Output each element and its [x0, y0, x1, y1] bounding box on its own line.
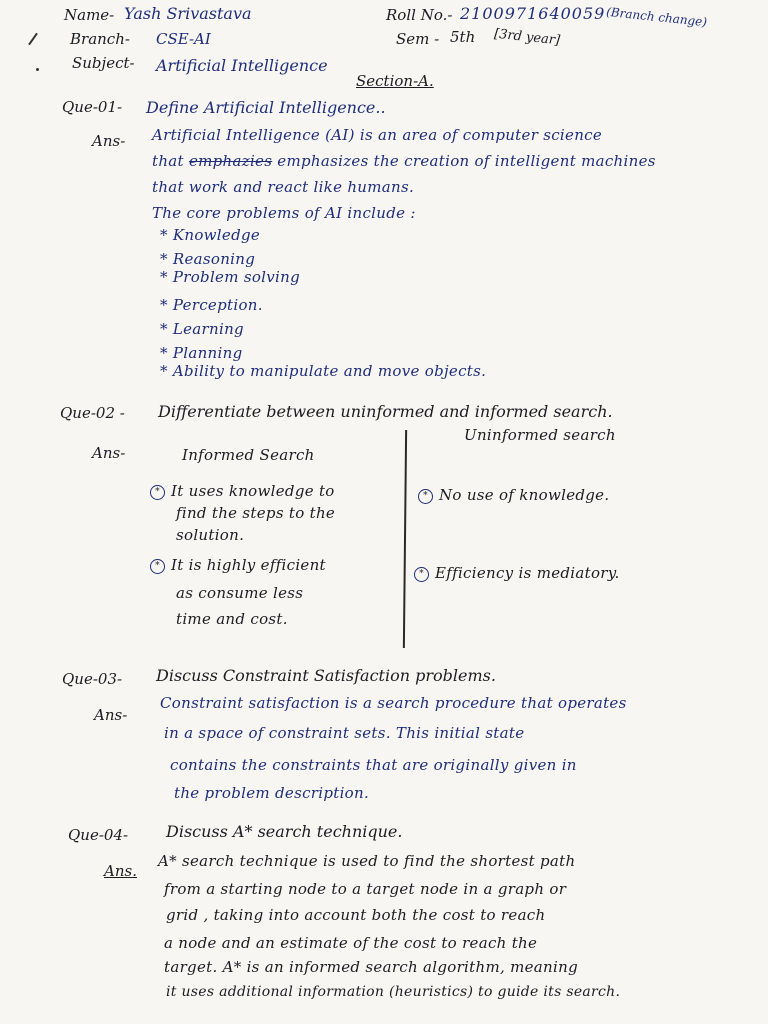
- q1-item: * Reasoning: [160, 250, 256, 268]
- roll-value: 2100971640059: [460, 4, 606, 23]
- informed-point-2-line-2: as consume less: [176, 584, 304, 602]
- q2-ans-label: Ans-: [92, 444, 126, 462]
- informed-point-1-line-2: find the steps to the: [176, 504, 336, 522]
- roll-label: Roll No.-: [386, 6, 453, 24]
- q3-label: Que-03-: [62, 670, 123, 688]
- informed-point-1: [150, 482, 335, 500]
- circled-star-icon: *: [418, 489, 433, 504]
- q4-line-2: from a starting node to a target node in a graph or: [164, 880, 567, 898]
- sem-label: Sem -: [396, 30, 440, 48]
- circled-star-icon: *: [414, 567, 429, 582]
- q1-line-3: that work and react like humans.: [152, 178, 415, 196]
- branch-value: CSE-AI: [156, 30, 211, 48]
- q3-question: Discuss Constraint Satisfaction problems.: [156, 666, 496, 685]
- sem-value: 5th: [450, 28, 476, 46]
- circled-star-icon: *: [150, 559, 165, 574]
- q1-line-2: [152, 152, 656, 170]
- q2-label: Que-02 -: [60, 404, 125, 422]
- q3-line-3: contains the constraints that are originally given in: [170, 756, 577, 774]
- margin-dot: [36, 68, 39, 71]
- q1-item: * Planning: [160, 344, 243, 362]
- margin-tick-mark: [28, 33, 38, 46]
- q1-line-4: The core problems of AI include :: [152, 204, 416, 222]
- q4-ans-label: Ans.: [104, 862, 137, 880]
- subject-value: Artificial Intelligence: [156, 56, 328, 75]
- uninformed-point-1: [418, 486, 609, 504]
- q4-line-5: target. A* is an informed search algorithm, meaning: [164, 958, 578, 976]
- q3-line-4: the problem description.: [174, 784, 370, 802]
- uninformed-point-2-text: Efficiency is mediatory.: [435, 564, 620, 582]
- q1-line-1: Artificial Intelligence (AI) is an area of computer science: [152, 126, 603, 144]
- uninformed-point-1-text: No use of knowledge.: [439, 486, 610, 504]
- q1-line-2-prefix: that: [152, 152, 184, 170]
- subject-label: Subject-: [72, 54, 135, 72]
- informed-point-2-line-1: It is highly efficient: [171, 556, 326, 574]
- q4-line-6: it uses additional information (heuristics) to guide its search.: [166, 984, 621, 1000]
- q4-line-4: a node and an estimate of the cost to reach the: [164, 934, 538, 952]
- q1-line-2-struck: emphazies: [188, 152, 273, 170]
- q4-question: Discuss A* search technique.: [166, 822, 403, 841]
- column-divider: [403, 430, 407, 648]
- q1-label: Que-01-: [62, 98, 123, 116]
- q4-line-1: A* search technique is used to find the shortest path: [158, 852, 576, 870]
- year-note: [3rd year]: [493, 26, 561, 49]
- q2-question: Differentiate between uninformed and informed search.: [158, 402, 613, 421]
- name-label: Name-: [64, 6, 115, 24]
- q1-item: * Ability to manipulate and move objects.: [160, 362, 487, 380]
- q3-line-2: in a space of constraint sets. This initial state: [164, 724, 525, 742]
- informed-heading: Informed Search: [182, 446, 315, 464]
- uninformed-heading: Uninformed search: [464, 426, 616, 444]
- q1-ans-label: Ans-: [92, 132, 126, 150]
- section-heading: Section-A.: [356, 72, 434, 90]
- q1-question: Define Artificial Intelligence..: [146, 98, 386, 117]
- q1-item: * Knowledge: [160, 226, 261, 244]
- q1-item: * Learning: [160, 320, 244, 338]
- name-value: Yash Srivastava: [124, 4, 252, 23]
- informed-point-2: [150, 556, 326, 574]
- uninformed-point-2: [414, 564, 620, 582]
- q1-item: * Perception.: [160, 296, 263, 314]
- q1-item: * Problem solving: [160, 268, 300, 286]
- q4-line-3: grid , taking into account both the cost to reach: [166, 906, 546, 924]
- q3-ans-label: Ans-: [94, 706, 128, 724]
- roll-note: (Branch change): [605, 4, 708, 30]
- circled-star-icon: *: [150, 485, 165, 500]
- informed-point-1-line-1: It uses knowledge to: [171, 482, 335, 500]
- branch-label: Branch-: [70, 30, 130, 48]
- informed-point-2-line-3: time and cost.: [176, 610, 288, 628]
- q4-label: Que-04-: [68, 826, 129, 844]
- informed-point-1-line-3: solution.: [176, 526, 245, 544]
- q3-line-1: Constraint satisfaction is a search procedure that operates: [160, 694, 627, 712]
- q1-line-2-rest: emphasizes the creation of intelligent machines: [277, 152, 656, 170]
